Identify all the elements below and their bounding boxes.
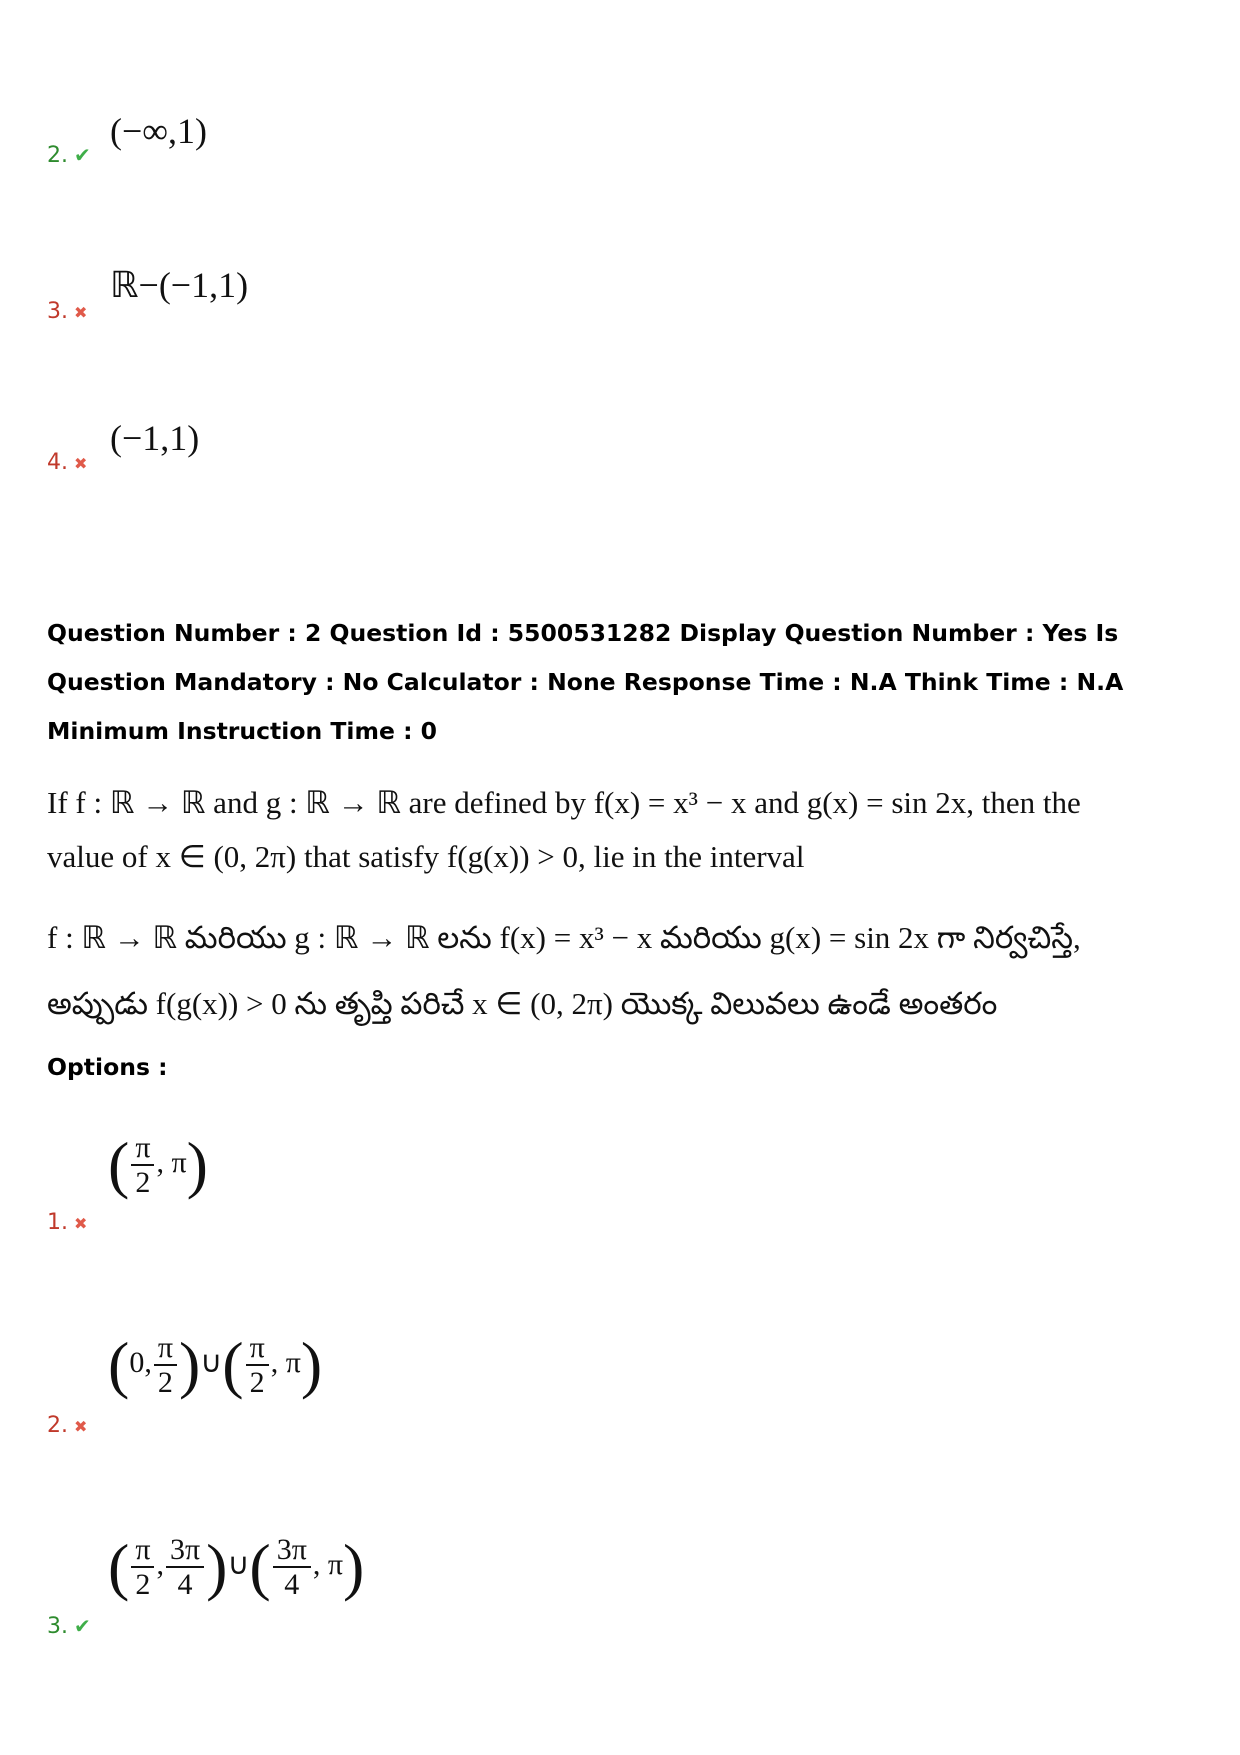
option-number: 1. bbox=[47, 1210, 68, 1235]
question-text-telugu-line2: అప్పుడు f(g(x)) > 0 ను తృప్తి పరిచే x ∈ (0, 2π) యొక్క విలువలు ఉండే అంతరం bbox=[47, 986, 998, 1021]
prev-option-3-expr: ℝ−(−1,1) bbox=[110, 265, 249, 305]
option-1 bbox=[47, 1210, 87, 1235]
wrong-cross-icon: ✖ bbox=[74, 1214, 88, 1233]
prev-option-2-expr: (−∞,1) bbox=[110, 111, 207, 151]
correct-check-icon: ✔ bbox=[74, 1614, 91, 1638]
wrong-cross-icon: ✖ bbox=[74, 303, 88, 322]
question-text-english-line1: If f : ℝ → ℝ and g : ℝ → ℝ are defined by f(x) = x³ − x and g(x) = sin 2x, then the bbox=[47, 785, 1081, 820]
option-1-expr: ( $\frac{\pi}{2}$ , π) bbox=[108, 1129, 208, 1200]
wrong-cross-icon: ✖ bbox=[74, 1417, 88, 1436]
question-meta: Question Number : 2 Question Id : 5500531282 Display Question Number : Yes Is Question Mandatory : No Calculator : None Response Time : N.A Think Time : N.A Minimum Instruction Time : 0 bbox=[47, 619, 1124, 745]
prev-option-2 bbox=[47, 143, 91, 168]
option-number: 4. bbox=[47, 450, 68, 475]
option-3-expr: ( $\frac{\pi}{2}$ , $\frac{3\pi}{4}$ )∪( $\frac{3\pi}{4}$ , π) bbox=[108, 1531, 365, 1602]
option-3 bbox=[47, 1614, 91, 1639]
wrong-cross-icon: ✖ bbox=[74, 454, 88, 473]
question-text-telugu-line1: f : ℝ → ℝ మరియు g : ℝ → ℝ లను f(x) = x³ − x మరియు g(x) = sin 2x గా నిర్వచిస్తే, bbox=[47, 920, 1081, 955]
option-number: 2. bbox=[47, 143, 68, 168]
question-text-english-line2: value of x ∈ (0, 2π) that satisfy f(g(x)) > 0, lie in the interval bbox=[47, 839, 805, 874]
options-label: Options : bbox=[47, 1053, 168, 1081]
option-number: 3. bbox=[47, 299, 68, 324]
prev-option-3 bbox=[47, 299, 87, 324]
option-2-expr: (0, $\frac{\pi}{2}$ )∪( $\frac{\pi}{2}$ , π) bbox=[108, 1329, 323, 1400]
option-number: 2. bbox=[47, 1413, 68, 1438]
option-2 bbox=[47, 1413, 87, 1438]
option-number: 3. bbox=[47, 1614, 68, 1639]
prev-option-4 bbox=[47, 450, 87, 475]
correct-check-icon: ✔ bbox=[74, 143, 91, 167]
prev-option-4-expr: (−1,1) bbox=[110, 418, 200, 458]
